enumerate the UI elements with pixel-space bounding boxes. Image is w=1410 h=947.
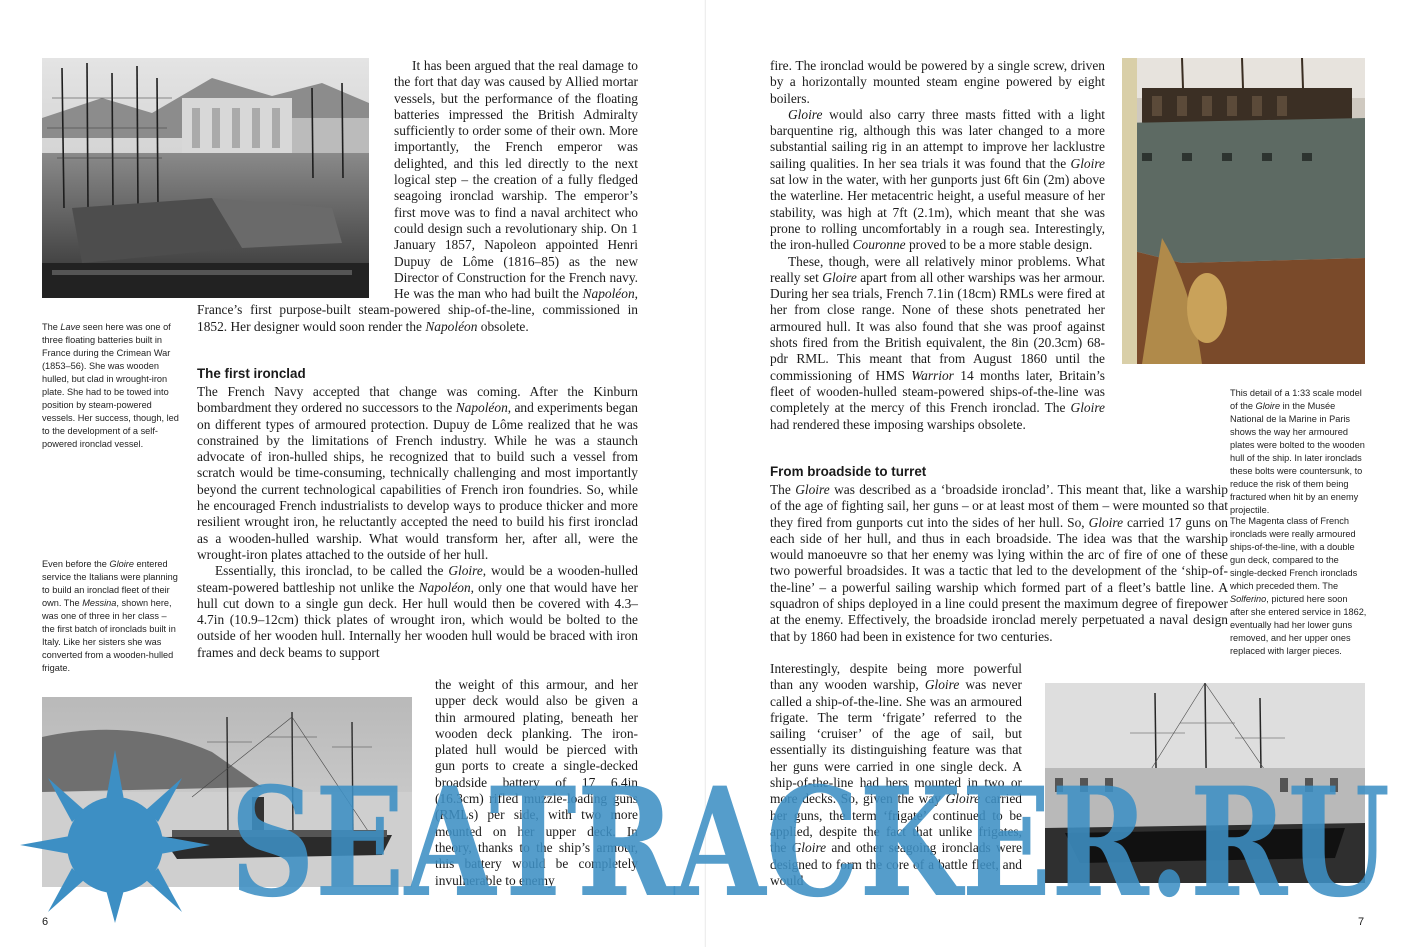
text-run: apart from all other warships was her armour. During her sea trials, French 7.1in (18cm) RMLs were fired at her from close range. None of these shots penetrated her armoured hull. It was also found that she was proof against shots fired from the British equivalent, the 8in (20.3cm) 68-pdr RML. This meant that from August 1860 until the commissioning of HMS — [770, 269, 1105, 383]
left-page — [0, 0, 704, 947]
right-paragraph-3 — [770, 254, 1105, 433]
left-page-number: 6 — [42, 916, 49, 928]
photo-gloire-model — [1122, 58, 1365, 364]
italic-ship-name: Gloire — [788, 106, 823, 122]
italic-ship-name: Gloire — [791, 840, 827, 856]
text-run: These, though, were all relatively minor problems. What really set — [770, 253, 1105, 285]
broadside-paragraph — [770, 482, 1228, 645]
italic-ship-name: Napoléon — [455, 400, 508, 416]
italic-ship-name: Gloire — [448, 563, 483, 579]
text-run: obsolete. — [477, 318, 529, 334]
text-run: , only one that would have her hull cut down to a single gun deck. Her hull would then be covered with 4.3–4.7in (10.9–12cm) thick plates of wrought iron, which would be bolted to the outside of her wooden hull. Internally her wooden hull would be braced with iron frames and deck beams to support — [197, 579, 638, 660]
photo-gloire-model-image — [1122, 58, 1365, 364]
text-run: seen here was one of three floating batteries built in France during the Crimean War (1853–56). She was wooden hulled, but clad in wrought-iron plate. She had to be towed into position by steam-powered vessels. Her success, though, led to the development of a self-powered ironclad vessel. — [42, 322, 179, 449]
text-run: fire. The ironclad would be powered by a single screw, driven by a horizontally mounted steam engine powered by eight boilers. — [770, 58, 1105, 106]
italic-ship-name: Gloire — [945, 791, 981, 807]
caption-magenta — [1230, 515, 1367, 658]
right-page — [706, 0, 1410, 947]
frigate-paragraph — [770, 661, 1022, 889]
text-run: would also carry three masts fitted with a light barquentine rig, although this was later changed to a more substantial sailing rig in an attempt to improve her lacklustre sailing qualities. In her sea trials it was found that the — [770, 106, 1105, 171]
photo-messina-image — [42, 697, 412, 887]
italic-ship-name: Napoléon — [418, 579, 471, 595]
text-run: entered service the Italians were planning to build an ironclad fleet of their own. The — [42, 559, 178, 608]
photo-solferino-image — [1045, 683, 1365, 883]
text-run: had rendered these imposing warships obsolete. — [770, 416, 1026, 432]
italic-ship-name: Gloire — [1070, 400, 1105, 416]
text-run: It has been argued that the real damage to the fort that day was caused by Allied mortar vessels, but the performance of the floating batteries impressed the British Admiralty sufficiently to order some of their own. More importantly, the French emperor was delighted, and this led directly to the next logical step – the creation of a fully fledged seagoing ironclad warship. The emperor’s first move was to find a naval architect who could design such a revolutionary ship. On 1 January 1857, Napoleon appointed Henri Dupuy de Lôme (1816–85) as the new Director of Construction for the French navy. He was the man who had built the — [394, 58, 638, 302]
text-run: The — [42, 322, 61, 332]
italic-ship-name: Solferino — [1230, 594, 1267, 604]
text-run: , and experiments began on different types of armoured protection. Dupuy de Lôme realized that he was constrained by the limitations of French industry. While he was a staunch advocate of iron-hulled ships, he recognized that to build such a vessel from scratch would be time-consuming, technically challenging and most importantly beyond the current technological capabilities of French iron foundries. So, while he encouraged French industrialists to develop ways to produce thicker and more resilient wrought iron, he reluctantly accepted the need to build his first ironclad as a wooden-hulled warship. What would transform her, after all, were the wrought-iron plates attached to the outside of her hull. — [197, 400, 639, 562]
text-run: , shown here, was one of three in her class – the first batch of ironclads built in Italy. Like her sisters she was converted from a wooden-hulled frigate. — [42, 598, 176, 673]
text-run: The French Navy accepted that change was coming. After the Kinburn bombardment they ordered no successors to the — [197, 384, 638, 416]
text-run: carried her guns, the term ‘frigate’ continued to be applied, despite the fact that unlike frigates, the — [770, 791, 1023, 856]
right-paragraph-2 — [770, 107, 1105, 254]
caption-gloire-model — [1230, 387, 1367, 517]
text-run: The — [770, 482, 796, 497]
italic-ship-name: Napoléon — [582, 286, 635, 302]
italic-ship-name: Napoléon — [425, 318, 478, 334]
first-ironclad-text — [197, 384, 638, 661]
photo-messina — [42, 697, 412, 887]
watermark-text: SEATRACKER.RU — [230, 755, 1390, 925]
text-run: Interestingly, despite being more powerful than any wooden warship, — [770, 661, 1022, 693]
text-run: 14 months later, Britain’s fleet of wooden-hulled steam-powered ships-of-the-line was completely at the mercy of this French ironclad. The — [770, 367, 1105, 416]
text-run: was described as a ‘broadside ironclad’. This meant that, like a warship of the age of fighting sail, her guns – or at least most of them – were mounted so that they fired from gunports cut into the sides of her hull. So, — [770, 482, 1228, 530]
first-ironclad-paragraph-2 — [197, 563, 638, 661]
first-ironclad-paragraph-1 — [197, 384, 638, 563]
text-run: Essentially, this ironclad, to be called the — [215, 563, 449, 579]
text-run: Even before the — [42, 559, 110, 569]
photo-solferino — [1045, 683, 1365, 883]
right-paragraph-1 — [770, 58, 1105, 107]
caption-lave — [42, 321, 180, 451]
intro-paragraph-wrap — [197, 58, 638, 335]
right-col1-text — [770, 58, 1105, 433]
continuation-paragraph: the weight of this armour, and her upper deck would also be given a thin armoured plating, beneath her wooden deck planking. The iron-plated hull would be pierced with gun ports to create a single-decked broadside battery of 17 6.4in (16.3cm) rifled muzzle-loading guns (RMLs) per side, with two more mounted on her upper deck. In theory, thanks to the ship’s armour, this battery would be completely invulnerable to enemy — [435, 677, 638, 888]
italic-ship-name: Gloire — [109, 559, 134, 569]
text-run: carried 17 guns on each side of her hull, and thus in each broadside. The idea was that the warship would manoeuvre so that her enemy was lying within the arc of fire of one of these two powerful broadsides. It was a tactic that led to the development of the ‘ship-of-the-line’ – a powerful sailing warship which formed part of a fleet’s battle line. A squadron of ships deployed in a line could present the maximum degree of firepower at the enemy. Effectively, the broadside ironclad merely perpetuated a naval design that by 1860 had been in existence for two centuries. — [770, 514, 1229, 644]
italic-ship-name: Gloire — [1255, 401, 1281, 411]
italic-ship-name: Gloire — [1088, 514, 1124, 530]
text-run: , would be a wooden-hulled steam-powered battleship not unlike the — [197, 563, 639, 595]
caption-messina — [42, 558, 180, 675]
italic-ship-name: Gloire — [1070, 155, 1105, 171]
text-run: sat low in the water, with her gunports just 6ft 6in (2m) above the waterline. Her metacentric height, a useful measure of her stability, was high at 7ft (2.1m), which meant that she was prone to rolling uncomfortably in a rough sea. Interestingly, the iron-hulled — [770, 172, 1105, 253]
italic-ship-name: Gloire — [795, 482, 830, 497]
heading-broadside-to-turret: From broadside to turret — [770, 464, 927, 479]
italic-ship-name: Gloire — [924, 677, 960, 693]
text-run: The Magenta class of French ironclads were really armoured ships-of-the-line, with a double gun deck, compared to the single-decked French ironclads which preceded them. The — [1230, 516, 1358, 591]
text-run: and other seagoing ironclads were designed to form the core of a battle fleet, and would — [770, 840, 1022, 888]
text-run: was never called a ship-of-the-line. She was an armoured frigate. The term ‘frigate’ referred to the sailing ‘cruiser’ of the age of sail, but essentially its distinguishing feature was that her guns were carried in one single deck. A ship-of-the-line had hers mounted in two or more decks. So, given the way — [770, 677, 1022, 807]
italic-ship-name: Gloire — [822, 269, 857, 285]
italic-ship-name: Lave — [60, 322, 81, 332]
text-run: This detail of a 1:33 scale model of the — [1230, 388, 1362, 411]
text-run: , France’s first purpose-built steam-powered ship-of-the-line, commissioned in 1852. Her designer would soon render the — [197, 286, 638, 334]
text-run: , pictured here soon after she entered service in 1862, eventually had her lower guns removed, and her upper ones replaced with larger pieces. — [1230, 594, 1367, 656]
text-run: proved to be a more stable design. — [905, 237, 1093, 253]
text-run: in the Musée National de la Marine in Paris shows the way her armoured plates were bolted to the wooden hull of the ship. In later ironclads these bolts were countersunk, to reduce the risk of them being fractured when hit by an enemy projectile. — [1230, 401, 1365, 515]
italic-ship-name: Couronne — [852, 237, 906, 253]
italic-ship-name: Warrior — [911, 367, 954, 383]
italic-ship-name: Messina — [82, 598, 117, 608]
heading-first-ironclad: The first ironclad — [197, 366, 306, 381]
right-page-number: 7 — [1358, 916, 1365, 928]
